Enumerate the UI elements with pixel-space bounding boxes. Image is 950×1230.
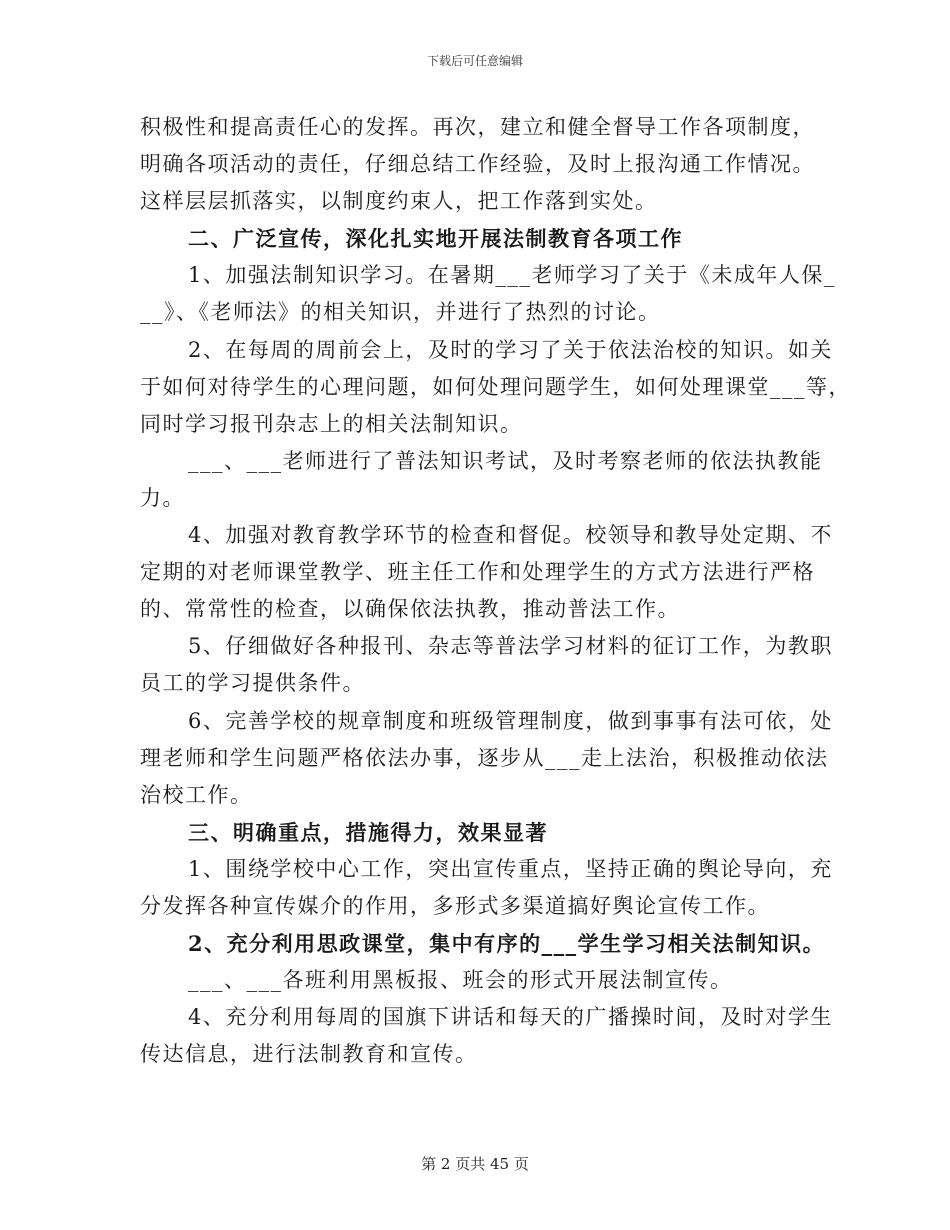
text-line: 积极性和提高责任心的发挥。再次，建立和健全督导工作各项制度，	[140, 115, 815, 139]
text-line: 4、充分利用每周的国旗下讲话和每天的广播操时间，及时对学生	[188, 1005, 833, 1030]
text-line: 6、完善学校的规章制度和班级管理制度，做到事事有法可依，处	[188, 708, 833, 733]
text-line: 的、常常性的检查，以确保依法执教，推动普法工作。	[140, 597, 680, 622]
text-line: 2、充分利用思政课堂，集中有序的___学生学习相关法制知识。	[188, 931, 826, 957]
section-heading: 三、明确重点，措施得力，效果显著	[188, 819, 548, 845]
text-line: 传达信息，进行法制教育和宣传。	[140, 1042, 478, 1067]
text-line: 明确各项活动的责任，仔细总结工作经验，及时上报沟通工作情况。	[140, 152, 815, 177]
text-line: 分发挥各种宣传媒介的作用，多形式多渠道搞好舆论宣传工作。	[140, 893, 770, 918]
page-header: 下载后可任意编辑	[426, 54, 523, 68]
text-line: 定期的对老师课堂教学、班主任工作和处理学生的方式方法进行严格	[140, 560, 815, 585]
text-line: ___、___老师进行了普法知识考试，及时考察老师的依法执教能	[188, 448, 823, 473]
text-line: ___、___各班利用黑板报、班会的形式开展法制宣传。	[188, 968, 733, 993]
text-line: 员工的学习提供条件。	[140, 671, 365, 696]
text-line: 2、在每周的周前会上，及时的学习了关于依法治校的知识。如关	[188, 337, 833, 362]
text-line: 1、围绕学校中心工作，突出宣传重点，坚持正确的舆论导向，充	[188, 856, 833, 881]
text-line: 4、加强对教育教学环节的检查和督促。校领导和教导处定期、不	[188, 523, 833, 548]
page-number-footer: 第 2 页共 45 页	[421, 1155, 529, 1173]
text-line: 1、加强法制知识学习。在暑期___老师学习了关于《未成年人保_	[188, 263, 836, 288]
text-line: __》、《老师法》的相关知识，并进行了热烈的讨论。	[140, 300, 661, 325]
text-line: 5、仔细做好各种报刊、杂志等普法学习材料的征订工作，为教职	[188, 634, 833, 659]
text-line: 治校工作。	[140, 782, 253, 807]
text-line: 理老师和学生问题严格依法办事，逐步从___走上法治，积极推动依法	[140, 745, 829, 770]
text-line: 这样层层抓落实，以制度约束人，把工作落到实处。	[140, 189, 658, 214]
text-line: 同时学习报刊杂志上的相关法制知识。	[140, 411, 523, 436]
text-line: 于如何对待学生的心理问题，如何处理问题学生，如何处理课堂___等，	[140, 374, 851, 399]
text-line: 力。	[140, 485, 185, 510]
section-heading: 二、广泛宣传，深化扎实地开展法制教育各项工作	[188, 226, 683, 252]
document-body	[140, 109, 851, 1073]
